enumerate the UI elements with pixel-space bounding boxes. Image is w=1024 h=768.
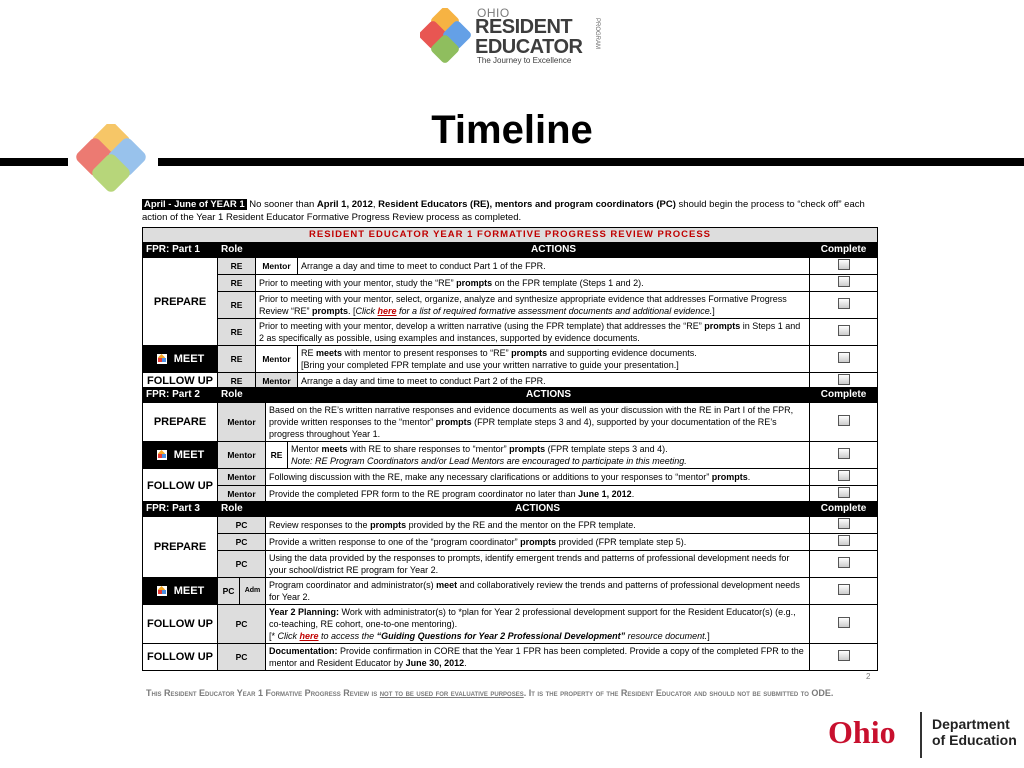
complete-cell — [810, 517, 878, 534]
checkbox-icon[interactable] — [838, 374, 850, 385]
complete-cell — [810, 469, 878, 486]
action-text: Program coordinator and administrator(s) meet and collaboratively review the trends and patterns of professional development needs for Year 2. — [266, 578, 810, 605]
intro-text: No sooner than — [246, 199, 317, 210]
complete-cell — [810, 486, 878, 503]
header-part: FPR: Part 3 — [143, 502, 218, 517]
table-row — [143, 551, 878, 578]
complete-cell — [810, 644, 878, 671]
phase-meet: MEET — [143, 578, 218, 605]
action-text: Documentation: Provide confirmation in CORE that the Year 1 FPR has been completed. Provide a copy of the completed FPR to the mentor and Resident Educator by June 30, 2012. — [266, 644, 810, 671]
complete-cell — [810, 578, 878, 605]
table-header — [143, 388, 878, 403]
complete-cell — [810, 605, 878, 644]
role-cell: Mentor — [218, 469, 266, 486]
page-number: 2 — [866, 672, 871, 681]
phase-prepare: PREPARE — [143, 403, 218, 442]
complete-cell — [810, 319, 878, 346]
checkbox-icon[interactable] — [838, 325, 850, 336]
table-row — [143, 486, 878, 503]
action-text: Year 2 Planning: Work with administrator(s) to *plan for Year 2 professional development support for the Resident Educator(s) (e.g., co-teaching, RE cohort, one-to-one mentoring). [* Click here to access the “Guiding Questions for Year 2 Professional Development” resource document.] — [266, 605, 810, 644]
header-actions: ACTIONS — [266, 502, 810, 517]
header-role: Role — [218, 502, 266, 517]
table-row — [143, 534, 878, 551]
decorative-logo-icon — [68, 124, 158, 194]
action-text: Review responses to the prompts provided by the RE and the mentor on the FPR template. — [266, 517, 810, 534]
intro-date: April 1, 2012 — [316, 199, 373, 210]
checkbox-icon[interactable] — [838, 448, 850, 459]
table-row — [143, 442, 878, 469]
table-banner — [143, 228, 878, 243]
role-cell: RE — [218, 258, 256, 275]
checkbox-icon[interactable] — [838, 535, 850, 546]
ohio-dept-line1: Department — [932, 716, 1010, 732]
checkbox-icon[interactable] — [838, 518, 850, 529]
ohio-divider — [920, 712, 922, 758]
role-cell: PC — [218, 534, 266, 551]
logo-side-text: PROGRAM — [594, 18, 600, 50]
banner-text: RESIDENT EDUCATOR YEAR 1 FORMATIVE PROGRESS REVIEW PROCESS — [143, 228, 878, 243]
checkbox-icon[interactable] — [838, 415, 850, 426]
page-title: Timeline — [431, 108, 593, 152]
logo-tagline: The Journey to Excellence — [477, 56, 572, 65]
phase-follow-up: FOLLOW UP — [143, 469, 218, 503]
phase-follow-up: FOLLOW UP — [143, 644, 218, 671]
resident-educator-logo-icon — [420, 8, 474, 66]
role-cell: RE — [218, 292, 256, 319]
intro-paragraph — [142, 198, 878, 224]
checkbox-icon[interactable] — [838, 487, 850, 498]
logo-ohio-text: OHIO — [477, 6, 510, 20]
checkbox-icon[interactable] — [838, 650, 850, 661]
role-cell: PC — [218, 578, 240, 605]
table-row — [143, 319, 878, 346]
role-cell: PC — [218, 605, 266, 644]
intro-text: should begin the process to “check off” each action of the Year 1 Resident Educator Formative Progress Review process as completed. — [142, 199, 865, 223]
action-text: Arrange a day and time to meet to conduct Part 2 of the FPR. — [298, 373, 810, 390]
table-row — [143, 605, 878, 644]
logo-resident-text: RESIDENT — [475, 16, 573, 38]
here-link[interactable]: here — [377, 306, 397, 316]
table-row — [143, 275, 878, 292]
meet-icon — [156, 353, 168, 365]
role-cell: Mentor — [218, 403, 266, 442]
table-row — [143, 469, 878, 486]
footer-disclaimer: This Resident Educator Year 1 Formative Progress Review is not to be used for evaluative purposes. It is the property of the Resident Educator and should not be submitted to ODE. — [146, 688, 834, 698]
action-text: Mentor meets with RE to share responses to “mentor” prompts (FPR template steps 3 and 4). Note: RE Program Coordinators and/or Lead Mentors are encouraged to participate in this meeting. — [288, 442, 810, 469]
header-actions: ACTIONS — [288, 388, 810, 403]
action-text: Prior to meeting with your mentor, develop a written narrative (using the FPR template) that addresses the “RE” prompts in Steps 1 and 2 as specifically as possible, using examples and instances, supported by evidence documents. — [256, 319, 810, 346]
action-text: RE meets with mentor to present responses to “RE” prompts and supporting evidence documents. [Bring your completed FPR template and use your written narrative to guide your presentation.] — [298, 346, 810, 373]
phase-meet: MEET — [143, 442, 218, 469]
intro-text: , — [372, 199, 379, 210]
action-text: Arrange a day and time to meet to conduct Part 1 of the FPR. — [298, 258, 810, 275]
ohio-logo-icon — [828, 712, 1024, 760]
role-cell: RE — [218, 275, 256, 292]
role-cell: Mentor — [256, 346, 298, 373]
header-complete: Complete — [810, 243, 878, 258]
checkbox-icon[interactable] — [838, 259, 850, 270]
phase-meet: MEET — [143, 346, 218, 373]
checkbox-icon[interactable] — [838, 557, 850, 568]
table-row — [143, 292, 878, 319]
fpr-table-part2 — [142, 387, 878, 503]
header-complete: Complete — [810, 502, 878, 517]
header-actions: ACTIONS — [298, 243, 810, 258]
table-row — [143, 403, 878, 442]
intro-who: Resident Educators (RE), mentors and program coordinators (PC) — [378, 199, 676, 210]
header-role: Role — [218, 243, 298, 258]
checkbox-icon[interactable] — [838, 276, 850, 287]
role-cell: Mentor — [256, 373, 298, 390]
meet-icon — [156, 585, 168, 597]
header-role: Role — [218, 388, 288, 403]
complete-cell — [810, 534, 878, 551]
complete-cell — [810, 403, 878, 442]
role-cell: PC — [218, 644, 266, 671]
phase-follow-up: FOLLOW UP — [143, 605, 218, 644]
complete-cell — [810, 551, 878, 578]
role-cell: Mentor — [218, 442, 266, 469]
role-cell: PC — [218, 551, 266, 578]
fpr-table — [142, 227, 878, 390]
checkbox-icon[interactable] — [838, 470, 850, 481]
role-cell: Adm — [240, 578, 266, 605]
fpr-table-part3 — [142, 501, 878, 671]
phase-prepare: PREPARE — [143, 517, 218, 578]
role-cell: RE — [266, 442, 288, 469]
complete-cell — [810, 442, 878, 469]
complete-cell — [810, 275, 878, 292]
meet-icon — [156, 449, 168, 461]
checkbox-icon[interactable] — [838, 584, 850, 595]
checkbox-icon[interactable] — [838, 352, 850, 363]
role-cell: RE — [218, 373, 256, 390]
complete-cell — [810, 258, 878, 275]
table-row — [143, 578, 878, 605]
table-row — [143, 517, 878, 534]
role-cell: RE — [218, 319, 256, 346]
complete-cell — [810, 346, 878, 373]
checkbox-icon[interactable] — [838, 617, 850, 628]
table-header — [143, 243, 878, 258]
action-text: Provide the completed FPR form to the RE program coordinator no later than June 1, 2012. — [266, 486, 810, 503]
action-text: Prior to meeting with your mentor, study the “RE” prompts on the FPR template (Steps 1 and 2). — [256, 275, 810, 292]
resident-educator-logo — [420, 4, 610, 66]
header-complete: Complete — [810, 388, 878, 403]
role-cell: Mentor — [256, 258, 298, 275]
role-cell: Mentor — [218, 486, 266, 503]
action-text: Based on the RE’s written narrative responses and evidence documents as well as your discussion with the RE in Part I of the FPR, provide written responses to the “mentor” prompts (FPR template steps 3 and 4), supported by your documentation of the RE’s progress throughout Year 1. — [266, 403, 810, 442]
phase-follow-up: FOLLOW UP — [143, 373, 218, 390]
action-text: Provide a written response to one of the “program coordinator” prompts provided (FPR template step 5). — [266, 534, 810, 551]
ohio-word: Ohio — [828, 714, 896, 750]
logo-educator-text: EDUCATOR — [475, 36, 583, 58]
action-text: Using the data provided by the responses to prompts, identify emergent trends and patterns of professional development needs for your school/district RE program for Year 2. — [266, 551, 810, 578]
ohio-dept-line2: of Education — [932, 732, 1017, 748]
table-row — [143, 258, 878, 275]
checkbox-icon[interactable] — [838, 298, 850, 309]
header-part: FPR: Part 1 — [143, 243, 218, 258]
table-header — [143, 502, 878, 517]
action-text: Prior to meeting with your mentor, select, organize, analyze and synthesize appropriate evidence that addresses Formative Progress Review “RE” prompts. [Click here for a list of required formative assessment documents and additional evidence.] — [256, 292, 810, 319]
complete-cell — [810, 292, 878, 319]
action-text: Following discussion with the RE, make any necessary clarifications or additions to your responses to “mentor” prompts. — [266, 469, 810, 486]
table-row — [143, 346, 878, 373]
intro-timeframe: April - June of YEAR 1 — [144, 199, 245, 210]
role-cell: RE — [218, 346, 256, 373]
here-link[interactable]: here — [299, 631, 319, 641]
header-part: FPR: Part 2 — [143, 388, 218, 403]
table-row — [143, 644, 878, 671]
phase-prepare: PREPARE — [143, 258, 218, 346]
role-cell: PC — [218, 517, 266, 534]
